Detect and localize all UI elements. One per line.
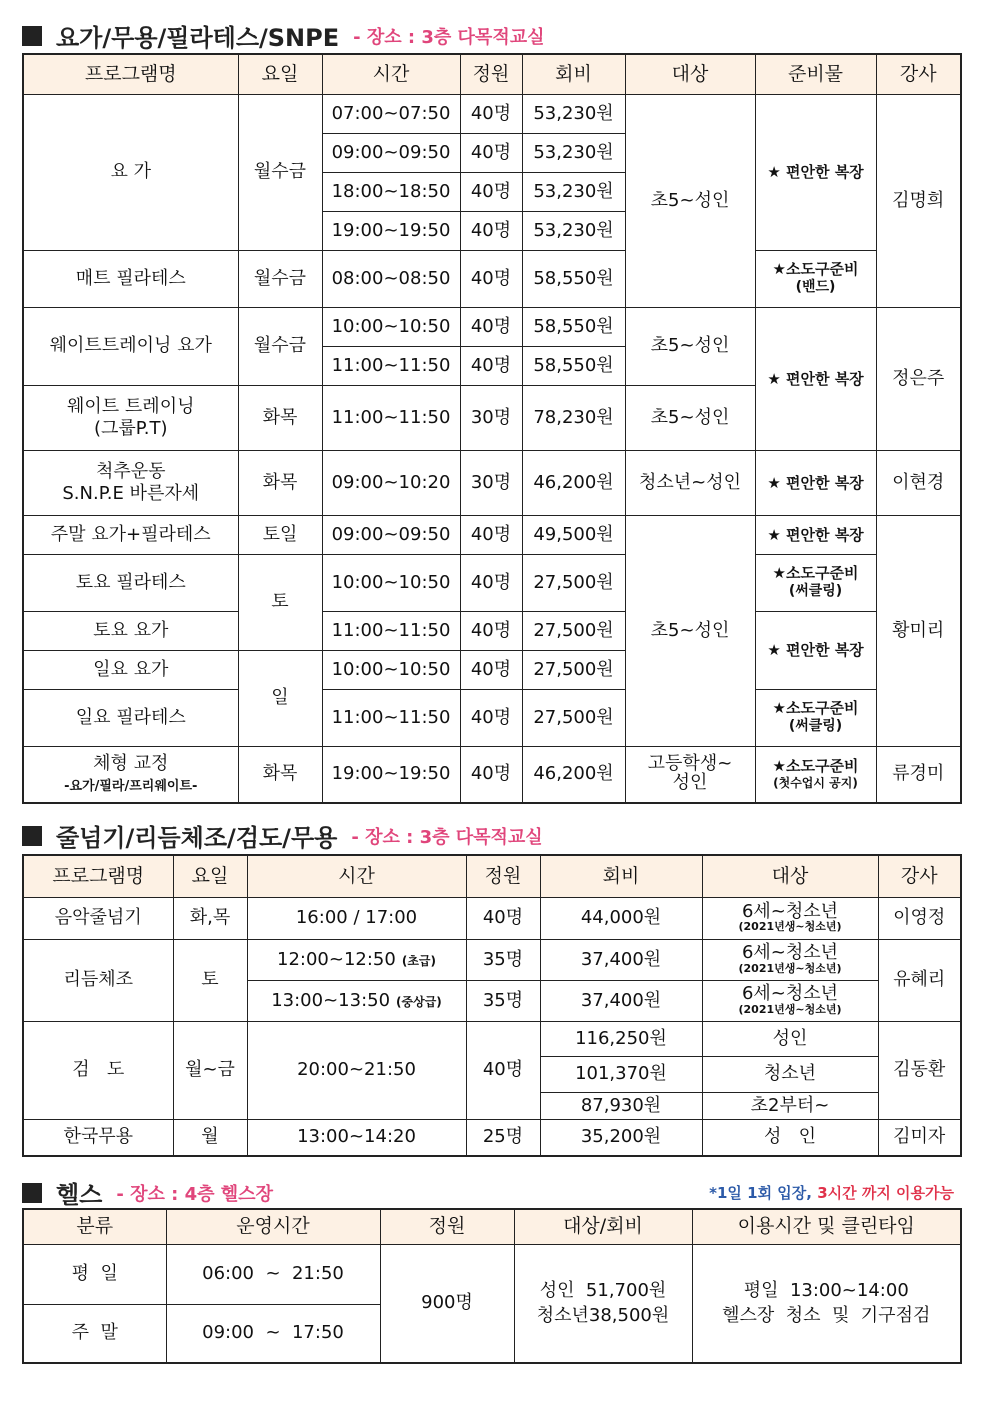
target-line: 6세~청소년 bbox=[741, 983, 839, 1004]
program-name: 주말 요가+필라테스 bbox=[23, 515, 238, 554]
program-fee: 53,230원 bbox=[522, 172, 625, 211]
program-prep: ★ 편안한 복장 bbox=[755, 515, 876, 554]
program-target bbox=[625, 746, 755, 803]
program-capacity: 40명 bbox=[460, 250, 522, 307]
program-day: 화목 bbox=[238, 746, 322, 803]
table-row bbox=[23, 1021, 961, 1056]
target-sub: (2021년생~청소년) bbox=[738, 1002, 842, 1016]
program-fee: 37,400원 bbox=[540, 980, 702, 1021]
header-fee: 회비 bbox=[540, 855, 702, 897]
prep-line: ★소도구준비 bbox=[772, 260, 859, 279]
program-capacity: 40명 bbox=[466, 897, 540, 939]
program-fee: 46,200원 bbox=[522, 450, 625, 515]
program-name: 매트 필라테스 bbox=[23, 250, 238, 307]
section-title-jump bbox=[22, 818, 543, 853]
program-time: 11:00~11:50 bbox=[322, 346, 460, 385]
target-sub: (2021년생~청소년) bbox=[738, 961, 842, 975]
target-sub: (2021년생~청소년) bbox=[738, 920, 842, 934]
header-program: 프로그램명 bbox=[23, 54, 238, 94]
target-line: 6세~청소년 bbox=[741, 942, 839, 963]
program-day: 토 bbox=[173, 939, 247, 1021]
time-text: 12:00~12:50 bbox=[277, 948, 396, 970]
program-fee: 35,200원 bbox=[540, 1119, 702, 1156]
table-row bbox=[23, 250, 961, 307]
section-title-yoga bbox=[22, 18, 545, 53]
hours-weekday: 06:00 ~ 21:50 bbox=[166, 1244, 380, 1304]
fee-line: 성인 51,700원 bbox=[539, 1280, 667, 1302]
table-row bbox=[23, 450, 961, 515]
program-fee: 44,000원 bbox=[540, 897, 702, 939]
program-time: 19:00~19:50 bbox=[322, 746, 460, 803]
program-time: 08:00~08:50 bbox=[322, 250, 460, 307]
program-time: 19:00~19:50 bbox=[322, 211, 460, 250]
program-fee: 46,200원 bbox=[522, 746, 625, 803]
program-day: 월~금 bbox=[173, 1021, 247, 1119]
header-hours: 운영시간 bbox=[166, 1209, 380, 1244]
table-row bbox=[23, 1244, 961, 1304]
program-time bbox=[247, 939, 466, 980]
program-target: 초5~성인 bbox=[625, 515, 755, 746]
header-teacher: 강사 bbox=[876, 54, 961, 94]
program-time: 07:00~07:50 bbox=[322, 94, 460, 133]
health-capacity: 900명 bbox=[380, 1244, 514, 1363]
section-location: - 장소 : 3층 다목적교실 bbox=[351, 826, 543, 848]
program-name: 음악줄넘기 bbox=[23, 897, 173, 939]
program-time bbox=[247, 980, 466, 1021]
program-day: 월수금 bbox=[238, 94, 322, 250]
prep-line: (써클링) bbox=[788, 583, 843, 600]
program-teacher: 김동환 bbox=[878, 1021, 961, 1119]
program-teacher: 황미리 bbox=[876, 515, 961, 746]
program-time: 11:00~11:50 bbox=[322, 689, 460, 746]
table-row bbox=[23, 515, 961, 554]
program-capacity: 40명 bbox=[460, 172, 522, 211]
program-capacity: 30명 bbox=[460, 450, 522, 515]
program-time: 11:00~11:50 bbox=[322, 611, 460, 650]
program-target: 청소년~성인 bbox=[625, 450, 755, 515]
program-time: 13:00~14:20 bbox=[247, 1119, 466, 1156]
header-teacher: 강사 bbox=[878, 855, 961, 897]
program-target: 초5~성인 bbox=[625, 385, 755, 450]
program-prep bbox=[755, 554, 876, 611]
name-line: 체형 교정 bbox=[93, 752, 169, 774]
table-row bbox=[23, 554, 961, 611]
category-weekend: 주 말 bbox=[23, 1304, 166, 1363]
program-capacity: 40명 bbox=[460, 650, 522, 689]
name-line: S.N.P.E 바른자세 bbox=[62, 482, 200, 504]
program-prep: ★ 편안한 복장 bbox=[755, 307, 876, 450]
program-fee: 27,500원 bbox=[522, 650, 625, 689]
program-day: 화목 bbox=[238, 450, 322, 515]
program-fee: 58,550원 bbox=[522, 307, 625, 346]
program-capacity: 30명 bbox=[460, 385, 522, 450]
program-name: 한국무용 bbox=[23, 1119, 173, 1156]
program-day: 토일 bbox=[238, 515, 322, 554]
hours-weekend: 09:00 ~ 17:50 bbox=[166, 1304, 380, 1363]
header-capacity: 정원 bbox=[380, 1209, 514, 1244]
prep-line: ★소도구준비 bbox=[772, 757, 859, 776]
usage-note bbox=[709, 1182, 954, 1203]
program-fee: 27,500원 bbox=[522, 611, 625, 650]
table-header-row bbox=[23, 1209, 961, 1244]
program-fee: 87,930원 bbox=[540, 1092, 702, 1119]
program-time: 09:00~10:20 bbox=[322, 450, 460, 515]
program-capacity: 40명 bbox=[460, 94, 522, 133]
program-capacity: 40명 bbox=[460, 307, 522, 346]
section-title-text: 헬스 bbox=[56, 1181, 103, 1209]
note-text-red: 3시간 까지 이용가능 bbox=[817, 1184, 954, 1202]
program-capacity: 40명 bbox=[460, 689, 522, 746]
health-schedule-table bbox=[22, 1208, 962, 1364]
program-target: 성인 bbox=[702, 1021, 878, 1056]
prep-line: (써클링) bbox=[788, 718, 843, 735]
program-capacity: 40명 bbox=[466, 1021, 540, 1119]
square-bullet-icon bbox=[22, 1183, 42, 1203]
prep-line: ★소도구준비 bbox=[772, 564, 859, 583]
square-bullet-icon bbox=[22, 26, 42, 46]
table-row bbox=[23, 897, 961, 939]
jump-schedule-table bbox=[22, 854, 962, 1157]
program-prep: ★ 편안한 복장 bbox=[755, 450, 876, 515]
program-name: 토요 필라테스 bbox=[23, 554, 238, 611]
program-time: 10:00~10:50 bbox=[322, 554, 460, 611]
program-target: 초5~성인 bbox=[625, 94, 755, 307]
header-target-fee: 대상/회비 bbox=[514, 1209, 692, 1244]
program-capacity: 40명 bbox=[460, 211, 522, 250]
table-row bbox=[23, 94, 961, 133]
program-fee: 58,550원 bbox=[522, 250, 625, 307]
program-name bbox=[23, 746, 238, 803]
program-name: 웨이트트레이닝 요가 bbox=[23, 307, 238, 385]
note-text: *1일 1회 입장, bbox=[709, 1184, 818, 1202]
yoga-schedule-table bbox=[22, 53, 962, 804]
section-title-text: 요가/무용/필라테스/SNPE bbox=[56, 24, 340, 52]
header-capacity: 정원 bbox=[460, 54, 522, 94]
program-capacity: 40명 bbox=[460, 746, 522, 803]
program-name: 리듬체조 bbox=[23, 939, 173, 1021]
name-line: (그룹P.T) bbox=[93, 417, 168, 439]
program-teacher: 유혜리 bbox=[878, 939, 961, 1021]
program-target bbox=[702, 897, 878, 939]
program-time: 18:00~18:50 bbox=[322, 172, 460, 211]
program-teacher: 류경미 bbox=[876, 746, 961, 803]
program-capacity: 40명 bbox=[460, 611, 522, 650]
program-fee: 53,230원 bbox=[522, 94, 625, 133]
program-target: 초5~성인 bbox=[625, 307, 755, 385]
header-program: 프로그램명 bbox=[23, 855, 173, 897]
category-weekday: 평 일 bbox=[23, 1244, 166, 1304]
program-target: 초2부터~ bbox=[702, 1092, 878, 1119]
section-location: - 장소 : 4층 헬스장 bbox=[116, 1183, 273, 1205]
header-day: 요일 bbox=[238, 54, 322, 94]
program-prep: ★ 편안한 복장 bbox=[755, 94, 876, 250]
table-row bbox=[23, 689, 961, 746]
program-name bbox=[23, 450, 238, 515]
name-line: 웨이트 트레이닝 bbox=[67, 395, 195, 417]
program-prep: ★ 편안한 복장 bbox=[755, 611, 876, 689]
program-capacity: 40명 bbox=[460, 346, 522, 385]
header-clean-time: 이용시간 및 클린타임 bbox=[692, 1209, 961, 1244]
prep-line: (밴드) bbox=[795, 279, 836, 296]
table-header-row bbox=[23, 54, 961, 94]
program-time: 20:00~21:50 bbox=[247, 1021, 466, 1119]
level-text: (중상급) bbox=[396, 994, 442, 1009]
program-target bbox=[702, 980, 878, 1021]
program-prep bbox=[755, 689, 876, 746]
program-target: 청소년 bbox=[702, 1056, 878, 1092]
program-fee: 116,250원 bbox=[540, 1021, 702, 1056]
header-target: 대상 bbox=[625, 54, 755, 94]
table-row bbox=[23, 939, 961, 980]
program-capacity: 35명 bbox=[466, 980, 540, 1021]
program-teacher: 김명희 bbox=[876, 94, 961, 307]
program-fee: 27,500원 bbox=[522, 689, 625, 746]
program-target bbox=[702, 939, 878, 980]
program-fee: 27,500원 bbox=[522, 554, 625, 611]
clean-line: 평일 13:00~14:00 bbox=[743, 1280, 909, 1302]
header-target: 대상 bbox=[702, 855, 878, 897]
program-teacher: 김미자 bbox=[878, 1119, 961, 1156]
square-bullet-icon bbox=[22, 826, 42, 846]
program-fee: 101,370원 bbox=[540, 1056, 702, 1092]
table-row bbox=[23, 746, 961, 803]
table-row bbox=[23, 611, 961, 650]
name-line: -요가/필라/프리웨이트- bbox=[64, 779, 198, 795]
program-day: 월수금 bbox=[238, 307, 322, 385]
fee-line: 청소년38,500원 bbox=[536, 1305, 670, 1327]
program-fee: 53,230원 bbox=[522, 211, 625, 250]
program-name: 토요 요가 bbox=[23, 611, 238, 650]
time-text: 13:00~13:50 bbox=[271, 989, 391, 1011]
header-time: 시간 bbox=[247, 855, 466, 897]
health-clean-time bbox=[692, 1244, 961, 1363]
level-text: (초급) bbox=[401, 953, 436, 968]
program-day: 월 bbox=[173, 1119, 247, 1156]
program-time: 10:00~10:50 bbox=[322, 650, 460, 689]
program-time: 09:00~09:50 bbox=[322, 133, 460, 172]
program-name bbox=[23, 385, 238, 450]
target-line: 성인 bbox=[672, 772, 708, 794]
program-fee: 78,230원 bbox=[522, 385, 625, 450]
table-header-row bbox=[23, 855, 961, 897]
program-capacity: 40명 bbox=[460, 515, 522, 554]
prep-line: (첫수업시 공지) bbox=[773, 776, 858, 791]
program-day: 토 bbox=[238, 554, 322, 650]
section-title-health bbox=[22, 1175, 273, 1210]
header-prep: 준비물 bbox=[755, 54, 876, 94]
header-time: 시간 bbox=[322, 54, 460, 94]
program-prep bbox=[755, 746, 876, 803]
section-title-text: 줄넘기/리듬체조/검도/무용 bbox=[56, 824, 338, 852]
program-day: 일 bbox=[238, 650, 322, 746]
header-capacity: 정원 bbox=[466, 855, 540, 897]
target-line: 6세~청소년 bbox=[741, 900, 839, 922]
header-fee: 회비 bbox=[522, 54, 625, 94]
name-line: 척추운동 bbox=[95, 460, 166, 482]
header-day: 요일 bbox=[173, 855, 247, 897]
program-time: 10:00~10:50 bbox=[322, 307, 460, 346]
program-fee: 58,550원 bbox=[522, 346, 625, 385]
program-fee: 37,400원 bbox=[540, 939, 702, 980]
program-day: 월수금 bbox=[238, 250, 322, 307]
clean-line: 헬스장 청소 및 기구점검 bbox=[722, 1305, 931, 1327]
program-time: 11:00~11:50 bbox=[322, 385, 460, 450]
program-name: 검 도 bbox=[23, 1021, 173, 1119]
program-fee: 49,500원 bbox=[522, 515, 625, 554]
section-location: - 장소 : 3층 다목적교실 bbox=[353, 26, 545, 48]
table-row bbox=[23, 307, 961, 346]
program-capacity: 40명 bbox=[460, 133, 522, 172]
program-teacher: 이현경 bbox=[876, 450, 961, 515]
health-fee bbox=[514, 1244, 692, 1363]
program-name: 요 가 bbox=[23, 94, 238, 250]
target-line: 고등학생~ bbox=[647, 753, 733, 775]
header-category: 분류 bbox=[23, 1209, 166, 1244]
program-teacher: 이영정 bbox=[878, 897, 961, 939]
program-capacity: 35명 bbox=[466, 939, 540, 980]
program-day: 화목 bbox=[238, 385, 322, 450]
program-capacity: 25명 bbox=[466, 1119, 540, 1156]
program-name: 일요 요가 bbox=[23, 650, 238, 689]
program-capacity: 40명 bbox=[460, 554, 522, 611]
program-day: 화,목 bbox=[173, 897, 247, 939]
program-fee: 53,230원 bbox=[522, 133, 625, 172]
table-row bbox=[23, 1119, 961, 1156]
program-time: 09:00~09:50 bbox=[322, 515, 460, 554]
program-target: 성 인 bbox=[702, 1119, 878, 1156]
program-name: 일요 필라테스 bbox=[23, 689, 238, 746]
program-teacher: 정은주 bbox=[876, 307, 961, 450]
prep-line: ★소도구준비 bbox=[772, 699, 859, 718]
program-time: 16:00 / 17:00 bbox=[247, 897, 466, 939]
program-prep bbox=[755, 250, 876, 307]
